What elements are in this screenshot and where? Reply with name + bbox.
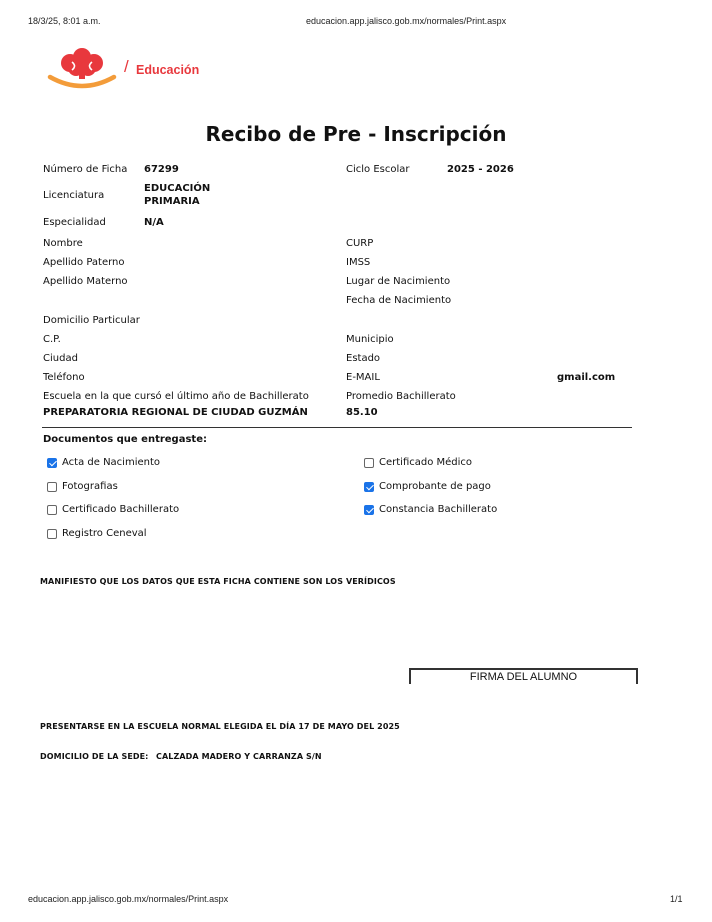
documents-heading: Documentos que entregaste:	[43, 434, 207, 445]
label-apellido-paterno: Apellido Paterno	[43, 257, 125, 268]
value-numero-ficha: 67299	[144, 164, 179, 175]
domicilio-sede-value: CALZADA MADERO Y CARRANZA S/N	[156, 752, 322, 761]
label-cp: C.P.	[43, 334, 61, 345]
label-fecha-nacimiento: Fecha de Nacimiento	[346, 295, 452, 306]
manifest-statement: MANIFIESTO QUE LOS DATOS QUE ESTA FICHA CONTIENE SON LOS VERÍDICOS	[40, 577, 396, 586]
value-ciclo-escolar: 2025 - 2026	[447, 164, 514, 175]
checkbox-certificado-bachillerato[interactable]	[47, 505, 57, 515]
checkbox-constancia-bachillerato[interactable]	[364, 505, 374, 515]
label-licenciatura: Licenciatura	[43, 190, 105, 201]
label-estado: Estado	[346, 353, 381, 364]
signature-label: FIRMA DEL ALUMNO	[469, 671, 578, 683]
label-imss: IMSS	[346, 257, 371, 268]
value-licenciatura-line1: EDUCACIÓN	[144, 183, 211, 194]
label-escuela: Escuela en la que cursó el último año de Bachillerato	[43, 391, 309, 402]
label-municipio: Municipio	[346, 334, 394, 345]
doc-label-acta-nacimiento: Acta de Nacimiento	[62, 457, 161, 468]
checkbox-fotografias[interactable]	[47, 482, 57, 492]
section-divider	[42, 427, 632, 428]
label-ciudad: Ciudad	[43, 353, 78, 364]
page-title: Recibo de Pre - Inscripción	[205, 122, 507, 146]
checkbox-acta-nacimiento[interactable]	[47, 458, 57, 468]
print-page-count: 1/1	[670, 894, 683, 904]
label-nombre: Nombre	[43, 238, 83, 249]
label-domicilio: Domicilio Particular	[43, 315, 140, 326]
logo-slash: /	[124, 57, 129, 76]
doc-label-registro-ceneval: Registro Ceneval	[62, 528, 147, 539]
print-datetime: 18/3/25, 8:01 a.m.	[28, 16, 101, 26]
label-curp: CURP	[346, 238, 374, 249]
checkbox-certificado-medico[interactable]	[364, 458, 374, 468]
label-numero-ficha: Número de Ficha	[43, 164, 128, 175]
print-footer-url: educacion.app.jalisco.gob.mx/normales/Print.aspx	[28, 894, 229, 904]
logo-text: Educación	[136, 63, 200, 77]
print-url: educacion.app.jalisco.gob.mx/normales/Print.aspx	[306, 16, 507, 26]
checkbox-registro-ceneval[interactable]	[47, 529, 57, 539]
label-apellido-materno: Apellido Materno	[43, 276, 128, 287]
signature-box	[409, 668, 638, 684]
value-email: gmail.com	[557, 372, 616, 383]
doc-label-certificado-medico: Certificado Médico	[379, 457, 473, 468]
label-promedio: Promedio Bachillerato	[346, 391, 456, 402]
domicilio-sede-label: DOMICILIO DE LA SEDE:	[40, 752, 149, 761]
value-promedio: 85.10	[346, 407, 378, 418]
presentarse-notice: PRESENTARSE EN LA ESCUELA NORMAL ELEGIDA EL DÍA 17 DE MAYO DEL 2025	[40, 722, 400, 731]
education-logo	[46, 45, 118, 91]
logo-tree-icon	[46, 45, 118, 91]
doc-label-fotografias: Fotografias	[62, 481, 118, 492]
doc-label-constancia-bachillerato: Constancia Bachillerato	[379, 504, 498, 515]
doc-label-comprobante-pago: Comprobante de pago	[379, 481, 491, 492]
label-especialidad: Especialidad	[43, 217, 106, 228]
checkbox-comprobante-pago[interactable]	[364, 482, 374, 492]
label-email: E-MAIL	[346, 372, 380, 383]
label-telefono: Teléfono	[43, 372, 85, 383]
value-escuela: PREPARATORIA REGIONAL DE CIUDAD GUZMÁN	[43, 407, 308, 418]
doc-label-certificado-bachillerato: Certificado Bachillerato	[62, 504, 180, 515]
label-ciclo-escolar: Ciclo Escolar	[346, 164, 410, 175]
value-especialidad: N/A	[144, 217, 164, 228]
value-licenciatura-line2: PRIMARIA	[144, 196, 200, 207]
label-lugar-nacimiento: Lugar de Nacimiento	[346, 276, 451, 287]
